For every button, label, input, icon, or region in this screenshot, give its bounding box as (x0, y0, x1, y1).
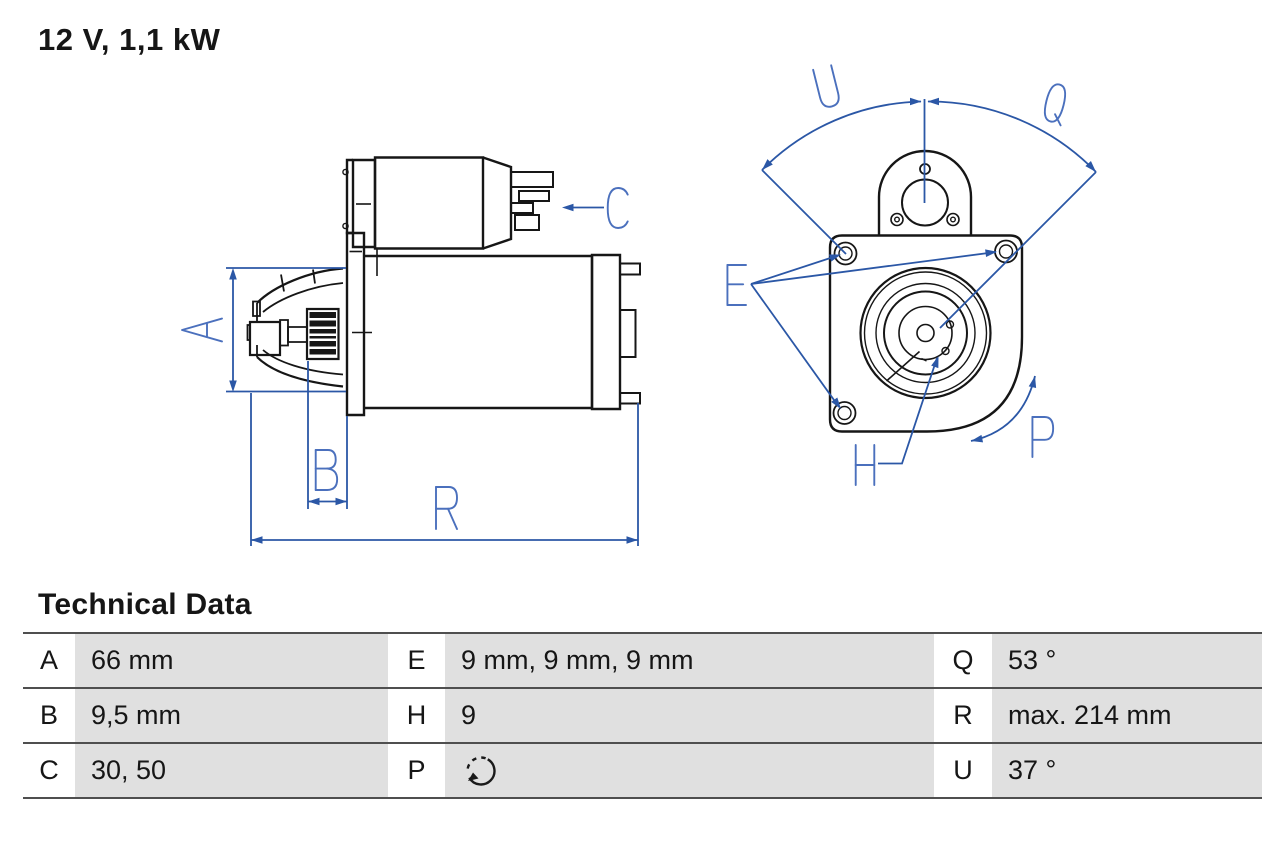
front-view-drawing (751, 99, 1096, 464)
dim-value-cell: 30, 50 (75, 744, 388, 797)
side-view-dimension-lines (226, 208, 638, 547)
dim-key-cell: Q (934, 634, 992, 687)
table-row (23, 634, 1262, 689)
dimension-arrowhead (562, 204, 574, 212)
dimension-label-A (182, 319, 222, 342)
page-title: 12 V, 1,1 kW (38, 22, 221, 57)
rotation-direction-icon (461, 751, 501, 791)
dim-value-cell (445, 744, 934, 797)
side-view-drawing (226, 158, 640, 547)
dimension-label-E (727, 265, 746, 305)
dimension-arrowhead (910, 98, 922, 106)
table-row (23, 689, 1262, 744)
dimension-label-B (316, 450, 337, 490)
dimension-arrowhead (928, 98, 940, 106)
dim-value-cell: 53 ° (992, 634, 1262, 687)
dimension-arrowhead (229, 268, 237, 280)
dim-value-cell: 66 mm (75, 634, 388, 687)
dimension-arrowhead (308, 498, 320, 506)
section-heading: Technical Data (38, 588, 252, 621)
dimension-labels (182, 65, 1070, 529)
dimension-label-R (436, 487, 457, 529)
bearing-face-circles (861, 268, 991, 398)
dim-key-cell: B (23, 689, 75, 742)
dimension-label-C (608, 188, 628, 228)
dimension-arrowhead (970, 435, 983, 445)
dim-key-cell: E (388, 634, 445, 687)
dim-value-cell: 9 mm, 9 mm, 9 mm (445, 634, 934, 687)
dim-key-cell: A (23, 634, 75, 687)
dimension-arrowhead (229, 381, 237, 393)
technical-data-table (23, 632, 1262, 799)
dim-value-cell: 9,5 mm (75, 689, 388, 742)
dimension-arrowhead (627, 536, 639, 544)
table-row (23, 744, 1262, 799)
dim-key-cell: R (934, 689, 992, 742)
dim-value-cell: max. 214 mm (992, 689, 1262, 742)
dimension-label-Q (1042, 82, 1071, 125)
dim-key-cell: P (388, 744, 445, 797)
dim-value-cell: 37 ° (992, 744, 1262, 797)
dim-key-cell: C (23, 744, 75, 797)
dimension-arrowhead (336, 498, 348, 506)
dimension-arrowhead (251, 536, 263, 544)
front-view-dimension-lines (751, 99, 1096, 464)
dim-value-cell: 9 (445, 689, 934, 742)
dimension-label-H (856, 445, 875, 485)
dimension-label-P (1032, 417, 1053, 457)
dimension-label-U (813, 65, 841, 108)
dim-key-cell: H (388, 689, 445, 742)
dimension-arrowhead (1029, 375, 1039, 388)
dim-key-cell: U (934, 744, 992, 797)
dimension-arrowheads (229, 98, 1099, 544)
